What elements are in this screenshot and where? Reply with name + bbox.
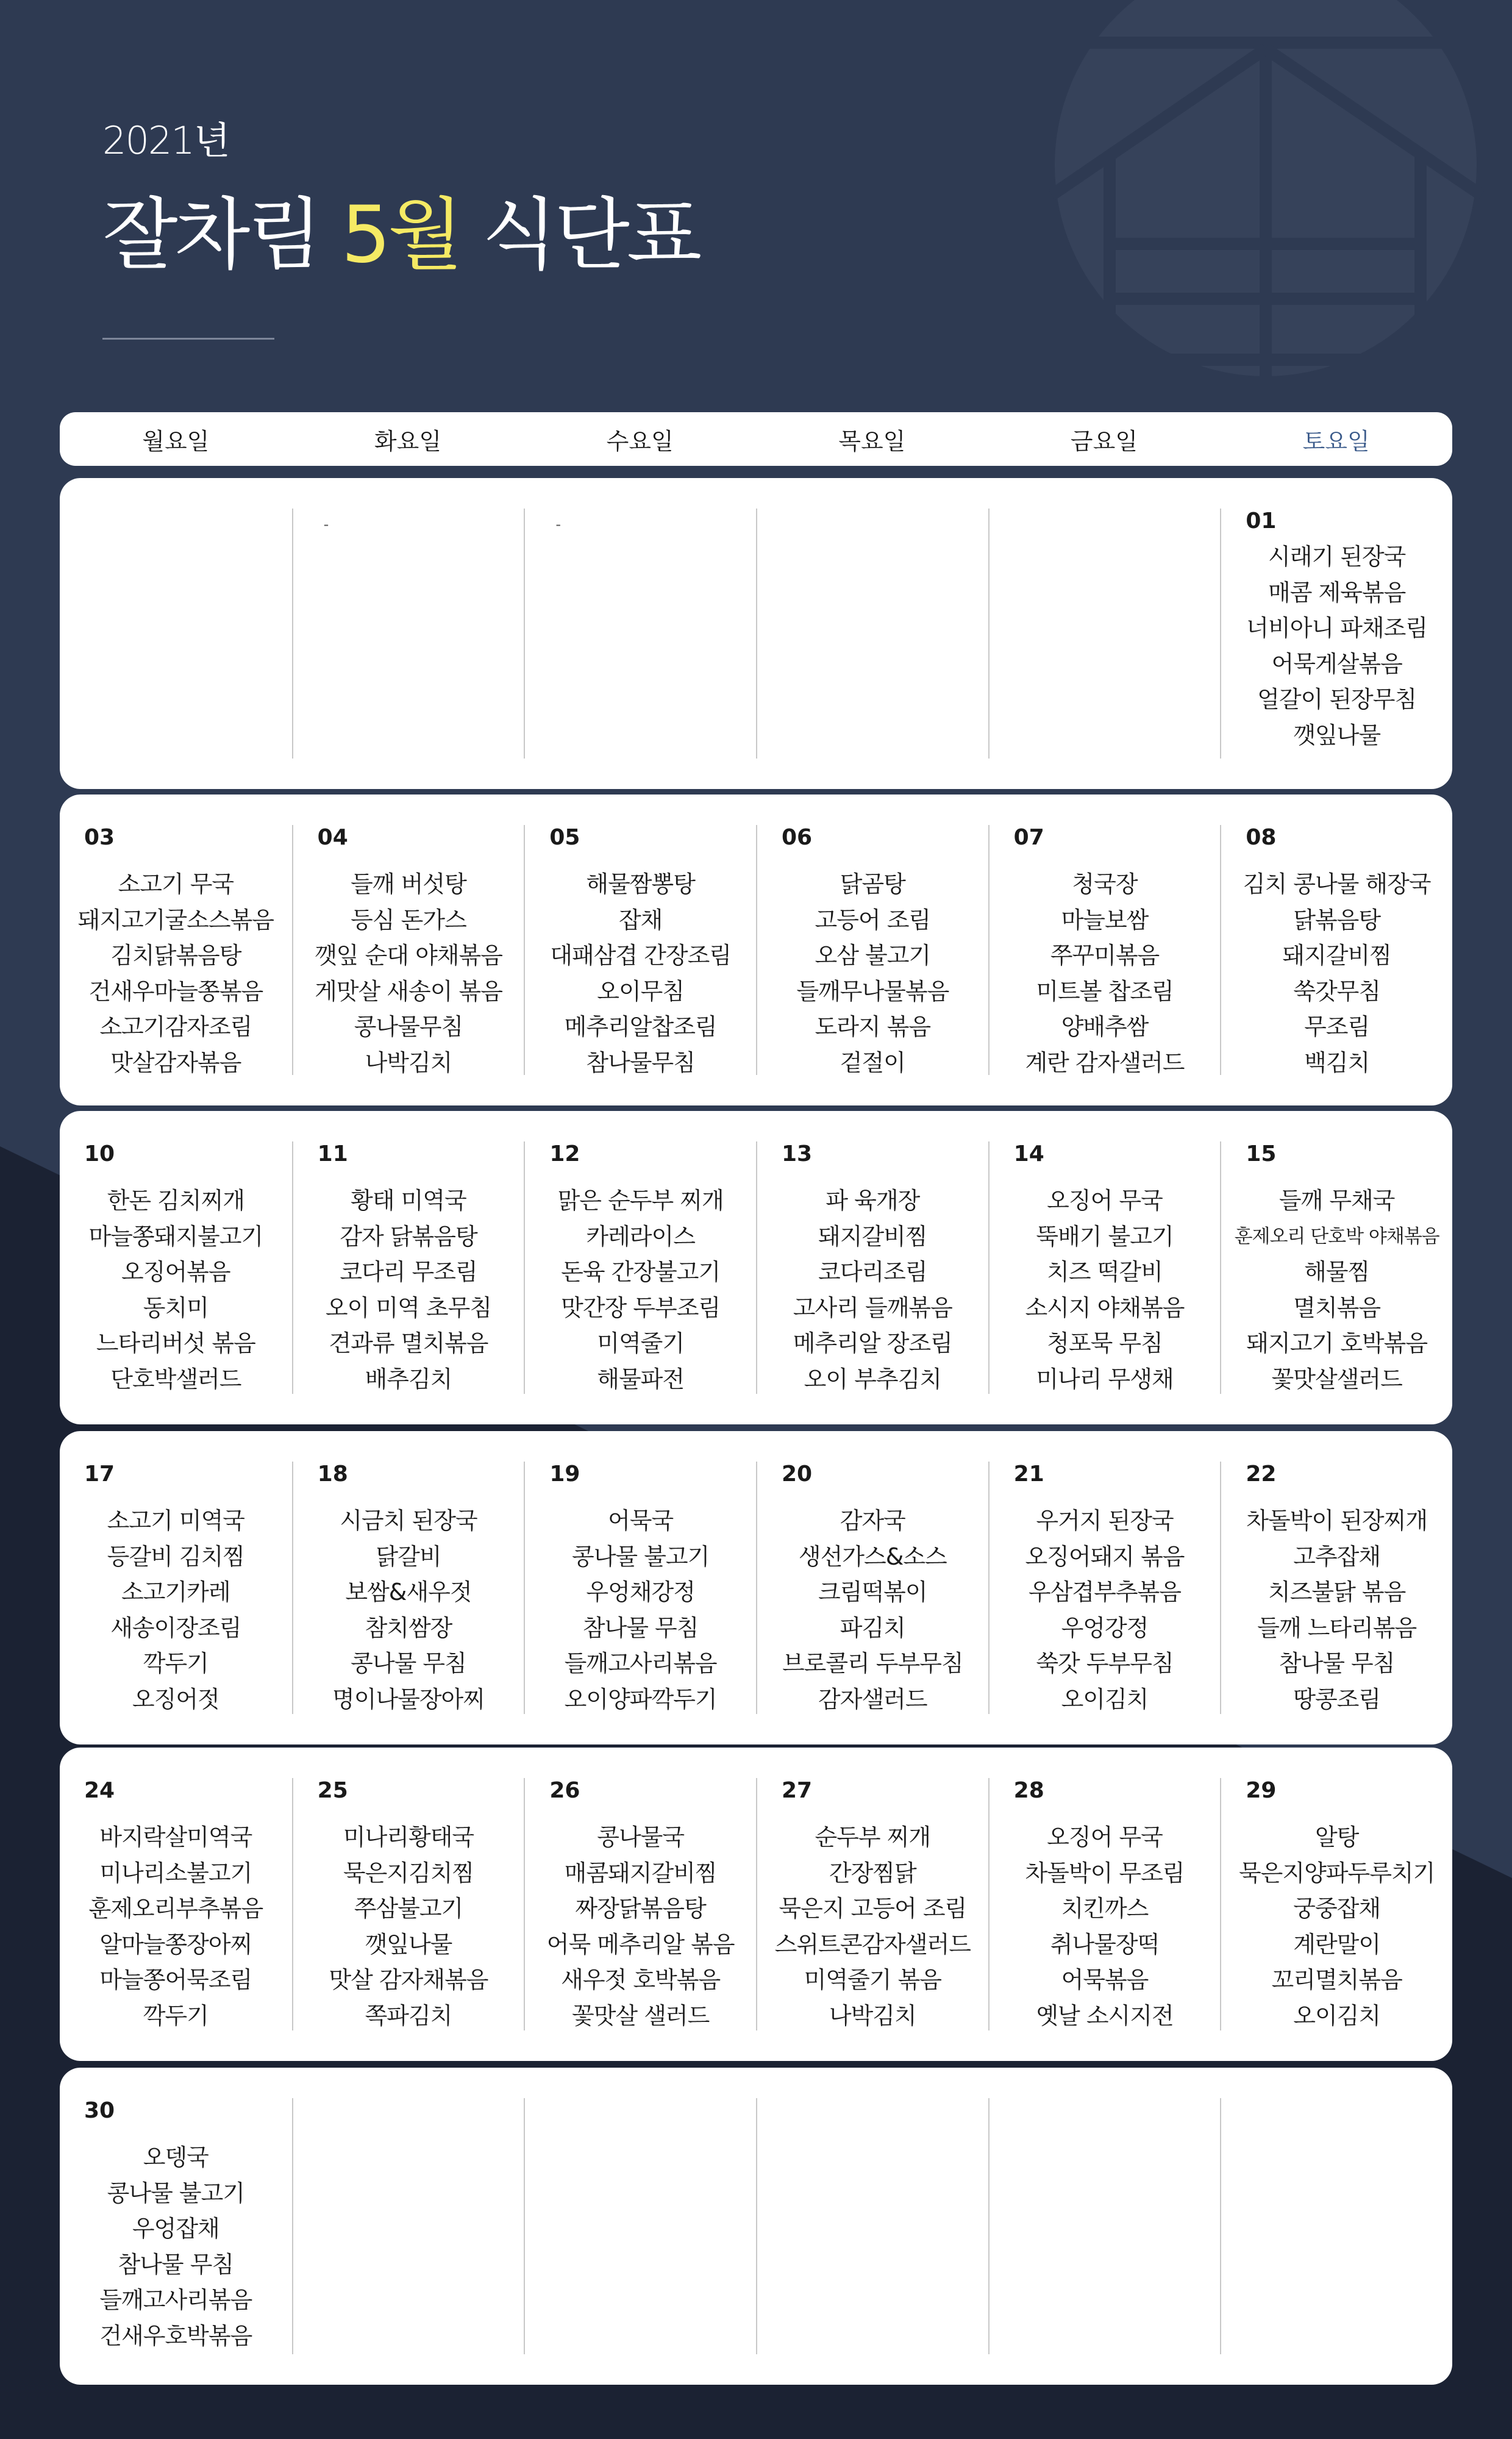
menu-item: 치즈불닭 볶음 <box>1268 1579 1406 1605</box>
menu-item: 콩나물 무침 <box>351 1650 466 1677</box>
menu-item: 미나리소불고기 <box>99 1859 252 1887</box>
menu-item: 명이나물장아찌 <box>332 1685 485 1713</box>
menu-item: 고사리 들깨볶음 <box>793 1294 952 1321</box>
menu-list <box>63 1819 288 2034</box>
menu-item: 꽃맛살 샐러드 <box>571 2002 710 2029</box>
day-cell <box>756 1778 988 2030</box>
menu-list <box>63 2140 288 2354</box>
day-cell <box>292 509 524 759</box>
menu-list <box>529 1819 752 2034</box>
menu-item: 치즈 떡갈비 <box>1047 1259 1163 1285</box>
menu-item: 겉절이 <box>840 1049 905 1076</box>
menu-item: 감자 닭볶음탕 <box>340 1223 477 1250</box>
date-number: 27 <box>781 1778 813 1803</box>
menu-item: 깻잎나물 <box>1293 721 1381 749</box>
menu-item: 오뎅국 <box>143 2144 209 2171</box>
menu-item: 도라지 볶음 <box>815 1013 931 1040</box>
menu-item: 간장찜닭 <box>829 1859 916 1887</box>
menu-item: 한돈 김치찌개 <box>107 1187 244 1214</box>
menu-item: 우엉강정 <box>1061 1614 1149 1641</box>
menu-list <box>63 866 288 1080</box>
date-number: 20 <box>781 1462 813 1487</box>
menu-item: 메추리알찹조림 <box>564 1013 717 1040</box>
menu-item: 감자샐러드 <box>818 1685 927 1713</box>
date-number: 08 <box>1246 825 1277 850</box>
date-number: 06 <box>781 825 813 850</box>
weekday-mon: 월요일 <box>142 427 210 455</box>
menu-item: 백김치 <box>1304 1049 1370 1076</box>
date-number: 29 <box>1246 1778 1277 1803</box>
menu-item: 고추잡채 <box>1293 1543 1381 1570</box>
day-cell <box>988 825 1221 1075</box>
menu-item: 단호박샐러드 <box>110 1365 241 1393</box>
menu-item: 계란말이 <box>1293 1930 1381 1958</box>
menu-item: 참나물 무침 <box>582 1614 699 1641</box>
menu-item: 들깨무나물볶음 <box>796 977 949 1005</box>
date-number: 11 <box>317 1141 348 1166</box>
menu-item: 배추김치 <box>365 1365 452 1393</box>
day-cell <box>756 825 988 1075</box>
day-cell <box>1220 509 1452 759</box>
menu-item: 참나물 무침 <box>1278 1650 1395 1677</box>
menu-item: 소고기 미역국 <box>107 1507 244 1534</box>
menu-item: 오징어 무국 <box>1047 1187 1163 1214</box>
menu-item: 얼갈이 된장무침 <box>1257 686 1417 713</box>
menu-item: 잡채 <box>618 906 663 934</box>
menu-list <box>761 1183 985 1397</box>
day-cell <box>60 2098 292 2354</box>
menu-list <box>297 1503 521 1717</box>
weekday-sat: 토요일 <box>1302 427 1370 455</box>
menu-list <box>1225 1819 1449 2034</box>
menu-item: 스위트콘감자샐러드 <box>774 1930 971 1958</box>
menu-item: 새우젓 호박볶음 <box>561 1966 721 1993</box>
menu-item: 오이무침 <box>597 977 685 1005</box>
day-cell <box>756 1141 988 1394</box>
menu-item: 계란 감자샐러드 <box>1025 1049 1185 1076</box>
menu-item: 오징어돼지 볶음 <box>1025 1543 1185 1570</box>
date-number: 22 <box>1246 1462 1277 1487</box>
menu-item: 훈제오리 단호박 야채볶음 <box>1234 1225 1439 1248</box>
weekday-fri: 금요일 <box>1070 427 1138 455</box>
menu-item: 땅콩조림 <box>1293 1685 1381 1713</box>
menu-item: 돼지고기굴소스볶음 <box>77 906 274 934</box>
menu-item: 매콤 제육볶음 <box>1268 579 1406 606</box>
day-cell <box>292 825 524 1075</box>
menu-item: 꽃맛살샐러드 <box>1271 1365 1402 1393</box>
menu-item: 등심 돈가스 <box>351 906 466 934</box>
menu-list <box>993 1819 1217 2034</box>
menu-list <box>761 1503 985 1717</box>
menu-item: 코다리조림 <box>818 1259 927 1285</box>
day-cell <box>60 509 292 759</box>
menu-item: 돈육 간장불고기 <box>561 1259 721 1285</box>
menu-item: 참나물무침 <box>586 1049 695 1076</box>
menu-item: 해물짬뽕탕 <box>586 871 695 898</box>
menu-item: 소고기감자조림 <box>99 1013 252 1040</box>
day-cell <box>988 2098 1221 2354</box>
menu-item: 바지락살미역국 <box>99 1824 252 1851</box>
menu-item: 오삼 불고기 <box>815 942 931 969</box>
menu-list <box>63 1503 288 1717</box>
menu-list <box>529 1183 752 1397</box>
weekday-thu: 목요일 <box>838 427 906 455</box>
menu-item: 미트볼 찹조림 <box>1036 977 1174 1005</box>
menu-item: 묵은지김치찜 <box>343 1859 474 1887</box>
menu-item: 어묵게살볶음 <box>1271 650 1402 677</box>
menu-item: 닭곰탕 <box>840 871 905 898</box>
title-divider <box>102 338 274 340</box>
menu-item: 시래기 된장국 <box>1268 543 1406 570</box>
menu-item: 참치쌈장 <box>365 1614 452 1641</box>
date-number: 04 <box>317 825 348 850</box>
week-card <box>60 1111 1452 1424</box>
day-cell <box>524 1141 756 1394</box>
day-cell <box>292 2098 524 2354</box>
menu-item: 오징어볶음 <box>121 1259 230 1285</box>
menu-item: 오이 부추김치 <box>804 1365 941 1393</box>
weekday-wed: 수요일 <box>606 427 674 455</box>
menu-item: 우엉채강정 <box>586 1579 695 1605</box>
menu-item: 궁중잡채 <box>1293 1895 1381 1922</box>
menu-item: 마늘쫑어묵조림 <box>99 1966 252 1993</box>
menu-item: 코다리 무조림 <box>340 1259 477 1285</box>
menu-item: 등갈비 김치찜 <box>107 1543 244 1570</box>
day-cell <box>524 1462 756 1714</box>
menu-item: 짜장닭볶음탕 <box>575 1895 706 1922</box>
menu-item: 들깨고사리볶음 <box>564 1650 717 1677</box>
day-cell <box>292 1141 524 1394</box>
date-number: 24 <box>84 1778 115 1803</box>
weekday-tue: 화요일 <box>374 427 442 455</box>
menu-item: 알마늘쫑장아찌 <box>99 1930 252 1958</box>
menu-item: 옛날 소시지전 <box>1036 2002 1174 2029</box>
date-number: 28 <box>1013 1778 1044 1803</box>
menu-item: 깻잎나물 <box>365 1930 452 1958</box>
menu-item: 시금치 된장국 <box>340 1507 477 1534</box>
menu-item: 느타리버섯 볶음 <box>96 1330 255 1357</box>
menu-item: 들깨 무채국 <box>1278 1187 1395 1214</box>
menu-item: 청국장 <box>1072 871 1138 898</box>
menu-item: 돼지갈비찜 <box>818 1223 927 1250</box>
day-cell <box>524 2098 756 2354</box>
menu-list <box>761 866 985 1080</box>
menu-list <box>1225 1503 1449 1717</box>
menu-item: 건새우호박볶음 <box>99 2322 252 2349</box>
menu-item: 오이김치 <box>1061 1685 1149 1713</box>
date-number: 10 <box>84 1141 115 1166</box>
empty-marker: - <box>323 516 329 533</box>
day-cell <box>60 1141 292 1394</box>
date-number: 01 <box>1246 509 1277 534</box>
menu-list <box>1225 1183 1449 1397</box>
menu-item: 콩나물무침 <box>354 1013 463 1040</box>
menu-item: 마늘보쌈 <box>1061 906 1149 934</box>
menu-item: 소고기 무국 <box>118 871 234 898</box>
date-number: 17 <box>84 1462 115 1487</box>
menu-item: 메추리알 장조림 <box>793 1330 952 1357</box>
date-number: 25 <box>317 1778 348 1803</box>
day-cell <box>524 825 756 1075</box>
menu-item: 콩나물 불고기 <box>571 1543 710 1570</box>
year-label: 2021년 <box>102 118 229 163</box>
menu-item: 마늘쫑돼지불고기 <box>88 1223 263 1250</box>
day-cell <box>988 1778 1221 2030</box>
menu-list <box>993 1503 1217 1717</box>
date-number: 21 <box>1013 1462 1044 1487</box>
menu-list <box>1225 866 1449 1080</box>
menu-item: 나박김치 <box>829 2002 916 2029</box>
menu-item: 들깨고사리볶음 <box>99 2287 252 2313</box>
menu-item: 어묵 메추리알 볶음 <box>546 1930 735 1958</box>
menu-item: 파 육개장 <box>826 1187 920 1214</box>
menu-item: 훈제오리부추볶음 <box>88 1895 263 1922</box>
menu-item: 무조림 <box>1304 1013 1370 1040</box>
day-cell <box>292 1462 524 1714</box>
menu-item: 어묵국 <box>608 1507 674 1534</box>
day-cell <box>988 1141 1221 1394</box>
menu-item: 묵은지양파두루치기 <box>1238 1859 1435 1887</box>
menu-item: 크림떡볶이 <box>818 1579 927 1605</box>
menu-item: 고등어 조림 <box>815 906 931 934</box>
menu-item: 쑥갓무침 <box>1293 977 1381 1005</box>
menu-item: 취나물장떡 <box>1050 1930 1160 1958</box>
date-number: 14 <box>1013 1141 1044 1166</box>
menu-item: 우엉잡채 <box>132 2215 219 2242</box>
date-number: 26 <box>549 1778 580 1803</box>
menu-item: 견과류 멸치볶음 <box>329 1330 488 1357</box>
menu-item: 보쌈&새우젓 <box>345 1579 472 1605</box>
menu-item: 감자국 <box>840 1507 905 1534</box>
menu-item: 김치닭볶음탕 <box>110 942 241 969</box>
menu-item: 참나물 무침 <box>118 2251 234 2278</box>
menu-item: 미역줄기 <box>597 1330 685 1357</box>
menu-item: 멸치볶음 <box>1293 1294 1381 1321</box>
menu-item: 맑은 순두부 찌개 <box>557 1187 724 1214</box>
menu-item: 카레라이스 <box>586 1223 695 1250</box>
menu-item: 돼지고기 호박볶음 <box>1246 1330 1428 1357</box>
menu-item: 맛간장 두부조림 <box>561 1294 721 1321</box>
menu-item: 오이양파깍두기 <box>564 1685 717 1713</box>
menu-item: 오징어 무국 <box>1047 1824 1163 1851</box>
menu-list <box>761 1819 985 2034</box>
date-number: 07 <box>1013 825 1044 850</box>
menu-item: 소시지 야채볶음 <box>1025 1294 1185 1321</box>
empty-marker: - <box>555 516 561 533</box>
date-number: 12 <box>549 1141 580 1166</box>
menu-item: 게맛살 새송이 볶음 <box>315 977 502 1005</box>
day-cell <box>60 1462 292 1714</box>
menu-item: 너비아니 파채조림 <box>1246 615 1428 641</box>
menu-item: 들깨 느타리볶음 <box>1257 1614 1417 1641</box>
menu-item: 해물파전 <box>597 1365 685 1393</box>
day-cell <box>60 1778 292 2030</box>
menu-item: 오이 미역 초무침 <box>325 1294 492 1321</box>
menu-item: 황태 미역국 <box>351 1187 466 1214</box>
menu-item: 청포묵 무침 <box>1047 1330 1163 1357</box>
menu-item: 미나리황태국 <box>343 1824 474 1851</box>
menu-item: 깍두기 <box>143 2002 209 2029</box>
menu-item: 미역줄기 볶음 <box>804 1966 941 1993</box>
menu-item: 알탕 <box>1314 1824 1359 1851</box>
menu-list <box>993 1183 1217 1397</box>
menu-item: 매콤돼지갈비찜 <box>564 1859 717 1887</box>
menu-item: 나박김치 <box>365 1049 452 1076</box>
menu-item: 닭갈비 <box>376 1543 441 1570</box>
day-cell <box>988 1462 1221 1714</box>
menu-item: 닭볶음탕 <box>1293 906 1381 934</box>
menu-item: 새송이장조림 <box>110 1614 241 1641</box>
date-number: 19 <box>549 1462 580 1487</box>
menu-item: 파김치 <box>840 1614 905 1641</box>
day-cell <box>1220 1778 1452 2030</box>
day-cell <box>524 509 756 759</box>
page-header <box>102 118 699 280</box>
day-cell <box>1220 825 1452 1075</box>
date-number: 30 <box>84 2098 115 2123</box>
day-cell <box>756 2098 988 2354</box>
menu-item: 오징어젓 <box>132 1685 219 1713</box>
day-cell <box>1220 2098 1452 2354</box>
weekday-header <box>60 412 1452 466</box>
day-cell <box>988 509 1221 759</box>
date-number: 03 <box>84 825 115 850</box>
day-cell <box>60 825 292 1075</box>
day-cell <box>292 1778 524 2030</box>
house-window-icon <box>1052 0 1482 390</box>
title-month: 5월 <box>341 190 460 280</box>
menu-item: 소고기카레 <box>121 1579 230 1605</box>
menu-item: 맛살감자볶음 <box>110 1049 241 1076</box>
menu-item: 쭈삼불고기 <box>354 1895 463 1922</box>
menu-item: 들깨 버섯탕 <box>351 871 466 898</box>
menu-item: 우삼겹부추볶음 <box>1029 1579 1181 1605</box>
menu-item: 맛살 감자채볶음 <box>329 1966 488 1993</box>
menu-list <box>993 866 1217 1080</box>
date-number: 18 <box>317 1462 348 1487</box>
menu-item: 김치 콩나물 해장국 <box>1243 871 1431 898</box>
menu-item: 돼지갈비찜 <box>1282 942 1391 969</box>
date-number: 13 <box>781 1141 813 1166</box>
week-card <box>60 1431 1452 1744</box>
week-card <box>60 478 1452 789</box>
menu-item: 순두부 찌개 <box>815 1824 931 1851</box>
date-number: 05 <box>549 825 580 850</box>
title-suffix: 식단표 <box>460 190 699 280</box>
menu-list <box>529 1503 752 1717</box>
day-cell <box>756 509 988 759</box>
menu-list <box>297 866 521 1080</box>
menu-item: 어묵볶음 <box>1061 1966 1149 1993</box>
menu-item: 해물찜 <box>1304 1259 1370 1285</box>
week-card <box>60 2068 1452 2385</box>
menu-item: 차돌박이 무조림 <box>1025 1859 1185 1887</box>
menu-list <box>297 1819 521 2034</box>
menu-list <box>63 1183 288 1397</box>
menu-item: 쪽파김치 <box>365 2002 452 2029</box>
menu-item: 콩나물 불고기 <box>107 2179 244 2207</box>
menu-item: 묵은지 고등어 조림 <box>779 1895 967 1922</box>
menu-item: 뚝배기 불고기 <box>1036 1223 1174 1250</box>
menu-item: 꼬리멸치볶음 <box>1271 1966 1402 1993</box>
day-cell <box>1220 1462 1452 1714</box>
menu-item: 깍두기 <box>143 1650 209 1677</box>
date-number: 15 <box>1246 1141 1277 1166</box>
menu-item: 미나리 무생채 <box>1036 1365 1174 1393</box>
menu-item: 우거지 된장국 <box>1036 1507 1174 1534</box>
menu-item: 콩나물국 <box>597 1824 685 1851</box>
menu-item: 동치미 <box>143 1294 209 1321</box>
menu-item: 차돌박이 된장찌개 <box>1246 1507 1428 1534</box>
menu-item: 오이김치 <box>1293 2002 1381 2029</box>
menu-list <box>1225 539 1449 753</box>
week-card <box>60 795 1452 1105</box>
menu-list <box>529 866 752 1080</box>
day-cell <box>756 1462 988 1714</box>
menu-item: 깻잎 순대 야채볶음 <box>315 942 502 969</box>
menu-item: 대패삼겹 간장조림 <box>550 942 732 969</box>
menu-list <box>297 1183 521 1397</box>
page-title <box>102 190 699 280</box>
week-card <box>60 1748 1452 2061</box>
day-cell <box>524 1778 756 2030</box>
menu-item: 양배추쌈 <box>1061 1013 1149 1040</box>
menu-item: 브로콜리 두부무침 <box>782 1650 963 1677</box>
day-cell <box>1220 1141 1452 1394</box>
title-prefix: 잘차림 <box>102 190 341 280</box>
menu-item: 쭈꾸미볶음 <box>1050 942 1160 969</box>
menu-item: 생선가스&소스 <box>798 1543 947 1570</box>
menu-item: 쑥갓 두부무침 <box>1036 1650 1174 1677</box>
menu-item: 치킨까스 <box>1061 1895 1149 1922</box>
menu-item: 건새우마늘쫑볶음 <box>88 977 263 1005</box>
